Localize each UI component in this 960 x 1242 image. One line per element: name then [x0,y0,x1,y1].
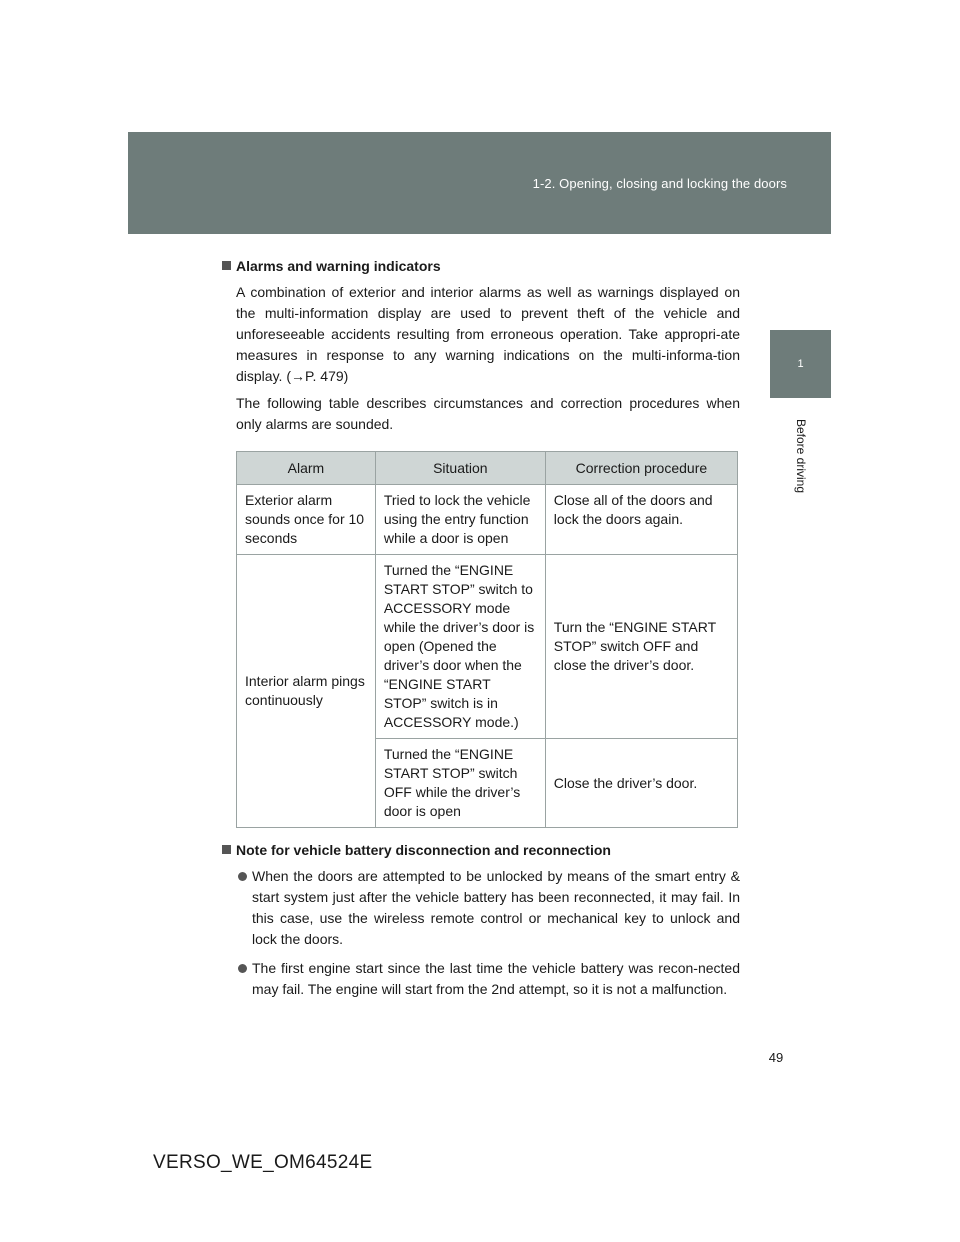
chapter-label-container [770,404,831,494]
round-bullet-icon [238,872,247,881]
square-bullet-icon [222,845,231,854]
paragraph: A combination of exterior and interior alarms as well as warnings displayed on the multi-information display are used to prevent theft of the vehicle and unforeseeable accidents resulting from erroneous operation. Take appropri-ate measures in response to any warning indications on the multi-informa-tion display. (→P. 479) [236,284,740,384]
list-item-text: When the doors are attempted to be unlocked by means of the smart entry & start system just after the vehicle battery has been reconnected, it may fail. In this case, use the wireless remote control or mechanical key to unlock and lock the doors. [252,868,740,947]
table-cell: Interior alarm pings continuously [237,555,376,828]
table-cell: Turned the “ENGINE START STOP” switch OFF while the driver’s door is open [375,739,545,828]
table-row [237,485,738,555]
list-item [236,866,740,950]
header-band [128,132,831,234]
table-cell: Close all of the doors and lock the doors again. [545,485,737,555]
page-content [222,258,740,1008]
section-title: 1-2. Opening, closing and locking the doors [532,176,787,191]
table-cell: Turn the “ENGINE START STOP” switch OFF and close the driver’s door. [545,555,737,739]
table-cell: Close the driver’s door. [545,739,737,828]
chapter-tab [770,330,831,398]
section-heading-battery [222,842,740,858]
square-bullet-icon [222,261,231,270]
round-bullet-icon [238,964,247,973]
heading-text: Note for vehicle battery disconnection and reconnection [236,842,611,858]
table-cell: Tried to lock the vehicle using the entry function while a door is open [375,485,545,555]
page-number: 49 [768,1050,784,1065]
chapter-number: 1 [797,358,804,370]
table-cell: Exterior alarm sounds once for 10 seconds [237,485,376,555]
heading-text: Alarms and warning indicators [236,258,441,274]
table-header-cell: Situation [375,452,545,485]
table-cell: Turned the “ENGINE START STOP” switch to ACCESSORY mode while the driver’s door is open (Opened the driver’s door when the “ENGINE START STOP” switch is in ACCESSORY mode.) [375,555,545,739]
table-header-cell: Alarm [237,452,376,485]
table-header-row [237,452,738,485]
alarm-table [236,451,738,828]
paragraph: The following table describes circumstances and correction procedures when only alarms are sounded. [236,395,740,432]
document-code: VERSO_WE_OM64524E [153,1152,373,1173]
table-row [237,555,738,739]
chapter-label: Before driving [793,418,808,494]
table-header-cell: Correction procedure [545,452,737,485]
list-item-text: The first engine start since the last time the vehicle battery was recon-nected may fail. The engine will start from the 2nd attempt, so it is not a malfunction. [252,960,740,997]
list-item [236,958,740,1000]
section-heading-alarms [222,258,740,274]
